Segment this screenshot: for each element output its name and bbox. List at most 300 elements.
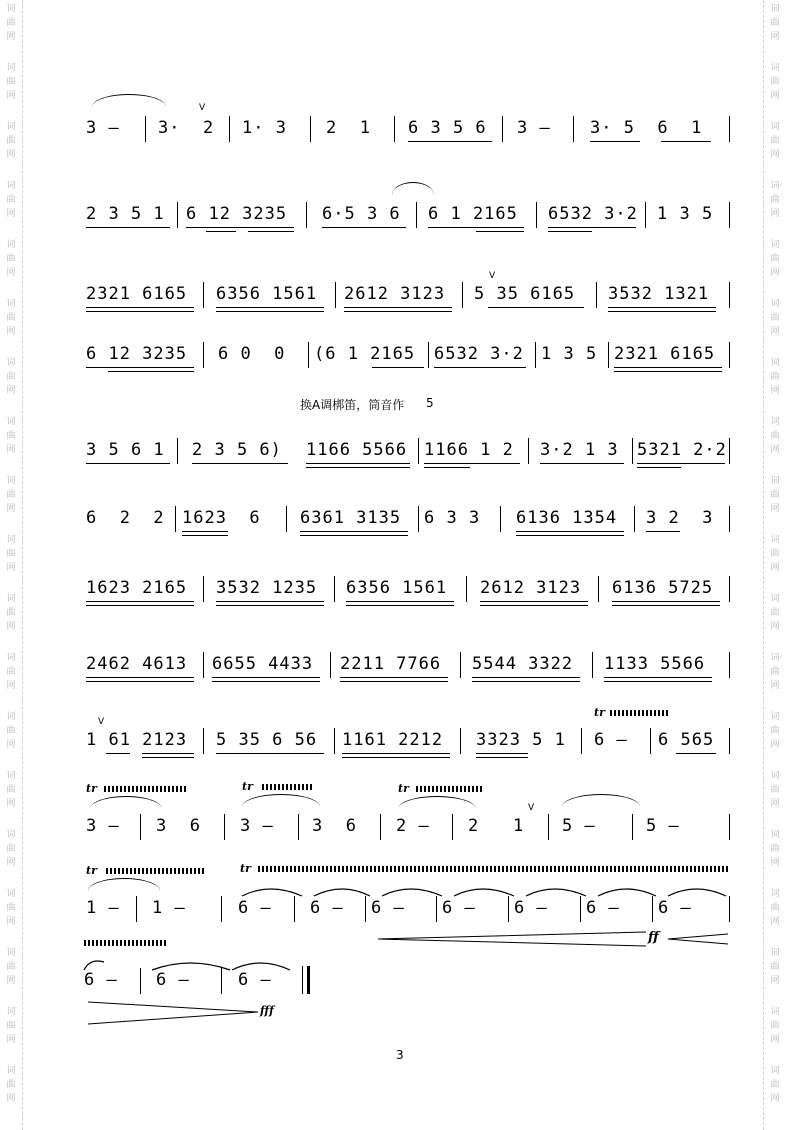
barline	[508, 896, 509, 922]
measure: 6136 1354	[516, 508, 618, 528]
underline	[646, 531, 680, 532]
underline	[248, 231, 294, 232]
underline	[182, 531, 228, 532]
slur	[562, 794, 640, 807]
watermark-char: 网	[6, 386, 16, 396]
measure: 3 –	[517, 118, 551, 138]
barline	[596, 282, 597, 308]
watermark-char: 词	[6, 889, 16, 899]
underline	[216, 605, 324, 606]
underline	[476, 231, 524, 232]
underline	[480, 605, 588, 606]
trill-label: tr	[86, 864, 97, 877]
dynamic-ff: ff	[648, 930, 659, 945]
watermark-char: 词	[6, 771, 16, 781]
underline	[86, 311, 194, 312]
barline	[330, 652, 331, 678]
underline	[216, 601, 324, 602]
slur	[88, 878, 160, 891]
underline	[424, 463, 520, 464]
barline	[177, 438, 178, 464]
measure: 6 –	[84, 970, 118, 990]
watermark-char: 曲	[770, 313, 780, 323]
underline	[142, 753, 194, 754]
barline	[608, 342, 609, 368]
watermark-char: 网	[6, 858, 16, 868]
breath-mark: V	[489, 271, 496, 281]
watermark-char: 曲	[770, 962, 780, 972]
barline	[536, 202, 537, 228]
underline	[637, 467, 681, 468]
watermark-char: 网	[770, 91, 780, 101]
barline	[652, 896, 653, 922]
watermark-char: 词	[770, 4, 780, 14]
watermark-char: 曲	[6, 136, 16, 146]
watermark-char: 词	[6, 299, 16, 309]
measure: 1161 2212	[342, 730, 444, 750]
underline	[676, 753, 716, 754]
watermark-char: 词	[770, 712, 780, 722]
measure: 3·2 1 3	[540, 440, 619, 460]
watermark-char: 词	[6, 417, 16, 427]
watermark-char: 网	[770, 32, 780, 42]
watermark-char: 词	[6, 594, 16, 604]
measure: 2 3 5 6)	[192, 440, 282, 460]
underline	[322, 227, 406, 228]
underline	[372, 367, 424, 368]
barline	[310, 116, 311, 142]
measure: 6655 4433	[212, 654, 314, 674]
trill-label: tr	[594, 706, 605, 719]
watermark-char: 曲	[6, 962, 16, 972]
barline	[729, 202, 730, 228]
watermark-char: 网	[6, 976, 16, 986]
barline	[203, 342, 204, 368]
underline	[86, 605, 194, 606]
measure: 3 6	[156, 816, 201, 836]
measure: 2 –	[396, 816, 430, 836]
underline	[604, 677, 712, 678]
barline	[632, 438, 633, 464]
watermark-char: 网	[6, 150, 16, 160]
score-line-2	[0, 204, 786, 264]
watermark-char: 网	[770, 858, 780, 868]
watermark-char: 曲	[6, 1021, 16, 1031]
trill-label: tr	[86, 782, 97, 795]
barline	[394, 116, 395, 142]
underline	[608, 307, 716, 308]
barline	[548, 814, 549, 840]
watermark-char: 曲	[770, 844, 780, 854]
score-line-1	[0, 103, 786, 178]
trill-label: tr	[242, 780, 253, 793]
watermark-char: 词	[770, 1007, 780, 1017]
watermark-char: 词	[6, 63, 16, 73]
slur	[242, 794, 320, 807]
measure: 3· 5 6 1	[590, 118, 703, 138]
measure: 6356 1561	[346, 578, 448, 598]
measure: 1166 5566	[306, 440, 408, 460]
barline	[416, 202, 417, 228]
barline	[729, 814, 730, 840]
measure: 6 3 5 6	[408, 118, 487, 138]
trill-line	[104, 786, 188, 792]
watermark-char: 网	[6, 622, 16, 632]
barline	[436, 896, 437, 922]
barline	[203, 576, 204, 602]
measure: 5544 3322	[472, 654, 574, 674]
underline	[306, 467, 410, 468]
underline	[216, 753, 324, 754]
score-line-4	[0, 344, 786, 404]
underline	[108, 371, 194, 372]
measure: 1 –	[152, 898, 186, 918]
underline	[540, 463, 624, 464]
watermark-char: 曲	[770, 254, 780, 264]
watermark-char: 网	[770, 1035, 780, 1045]
barline	[221, 968, 222, 994]
watermark-char: 网	[6, 563, 16, 573]
underline	[590, 141, 640, 142]
underline	[614, 367, 722, 368]
trill-line	[258, 866, 730, 872]
underline	[614, 371, 722, 372]
underline	[206, 231, 236, 232]
watermark-char: 曲	[770, 372, 780, 382]
watermark-char: 网	[6, 209, 16, 219]
barline	[418, 506, 419, 532]
page-number: 3	[396, 1048, 404, 1062]
measure: 5 35 6 56	[216, 730, 318, 750]
barline	[500, 506, 501, 532]
underline	[661, 141, 711, 142]
watermark-char: 词	[770, 889, 780, 899]
tie-chain	[80, 952, 300, 972]
breath-mark: V	[199, 103, 206, 113]
barline	[466, 576, 467, 602]
measure: 2321 6165	[86, 284, 188, 304]
decrescendo-hairpin	[668, 932, 728, 946]
measure: 3 –	[86, 816, 120, 836]
slur	[90, 796, 162, 809]
slur	[92, 94, 166, 107]
measure: 3532 1235	[216, 578, 318, 598]
barline	[729, 438, 730, 464]
watermark-char: 网	[770, 976, 780, 986]
measure: 6361 3135	[300, 508, 402, 528]
measure: 6 12 3235	[86, 344, 188, 364]
score-line-9	[0, 706, 786, 790]
barline	[418, 438, 419, 464]
measure: 1166 1 2	[424, 440, 514, 460]
score-line-8	[0, 654, 786, 714]
measure: 1· 3	[242, 118, 287, 138]
watermark-char: 网	[770, 445, 780, 455]
trill-line	[262, 784, 314, 790]
barline	[502, 116, 503, 142]
underline	[608, 311, 716, 312]
barline	[306, 202, 307, 228]
watermark-char: 网	[6, 681, 16, 691]
measure: 5 –	[646, 816, 680, 836]
watermark-char: 网	[6, 91, 16, 101]
measure: 1 61 2123	[86, 730, 188, 750]
barline	[335, 282, 336, 308]
trill-line	[84, 940, 168, 946]
watermark-char: 词	[6, 181, 16, 191]
measure: (6 1 2165	[314, 344, 416, 364]
watermark-char: 曲	[6, 195, 16, 205]
measure: 6 12 3235	[186, 204, 288, 224]
watermark-char: 曲	[6, 431, 16, 441]
underline	[516, 531, 624, 532]
watermark-char: 曲	[770, 667, 780, 677]
underline	[86, 463, 170, 464]
barline	[460, 728, 461, 754]
underline	[342, 757, 450, 758]
barline	[380, 814, 381, 840]
measure: 3532 1321	[608, 284, 710, 304]
barline	[308, 342, 309, 368]
barline	[286, 506, 287, 532]
watermark-char: 曲	[6, 372, 16, 382]
barline	[229, 116, 230, 142]
watermark-char: 词	[770, 653, 780, 663]
measure: 2 1	[326, 118, 371, 138]
barline	[535, 342, 536, 368]
underline	[342, 753, 450, 754]
slur	[392, 182, 434, 195]
underline	[300, 531, 408, 532]
measure: 6 0 0	[218, 344, 286, 364]
barline	[729, 728, 730, 754]
measure: 6 565	[658, 730, 715, 750]
barline	[645, 202, 646, 228]
barline	[175, 506, 176, 532]
watermark-char: 词	[6, 358, 16, 368]
underline	[548, 227, 636, 228]
measure: 3· 2	[158, 118, 215, 138]
underline	[106, 753, 130, 754]
watermark-char: 网	[6, 32, 16, 42]
measure: 6136 5725	[612, 578, 714, 598]
barline	[334, 728, 335, 754]
barline	[224, 814, 225, 840]
barline	[203, 728, 204, 754]
trill-line	[610, 710, 670, 716]
underline	[86, 307, 194, 308]
measure: 5 35 6165	[474, 284, 576, 304]
barline	[365, 896, 366, 922]
underline	[476, 757, 528, 758]
score-line-5	[0, 440, 786, 500]
watermark-char: 网	[770, 799, 780, 809]
underline	[424, 467, 470, 468]
watermark-char: 网	[770, 150, 780, 160]
measure: 6 –	[238, 970, 272, 990]
watermark-char: 词	[6, 948, 16, 958]
measure: 3 2 3	[646, 508, 714, 528]
watermark-char: 网	[6, 917, 16, 927]
measure: 6 1 2165	[428, 204, 518, 224]
watermark-char: 网	[770, 917, 780, 927]
barline	[729, 342, 730, 368]
measure: 6 –	[156, 970, 190, 990]
watermark-char: 词	[770, 181, 780, 191]
underline	[434, 367, 526, 368]
watermark-char: 词	[770, 476, 780, 486]
barline	[729, 896, 730, 922]
trill-line	[416, 786, 482, 792]
underline	[216, 311, 324, 312]
measure: 2462 4613	[86, 654, 188, 674]
watermark-char: 词	[770, 771, 780, 781]
watermark-char: 网	[6, 445, 16, 455]
underline	[346, 601, 454, 602]
underline	[86, 677, 194, 678]
watermark-char: 词	[6, 830, 16, 840]
barline	[634, 506, 635, 532]
underline	[516, 535, 624, 536]
watermark-char: 词	[6, 122, 16, 132]
underline	[86, 681, 194, 682]
watermark-char: 网	[770, 1094, 780, 1104]
watermark-char: 词	[6, 240, 16, 250]
underline	[86, 367, 194, 368]
watermark-char: 词	[770, 417, 780, 427]
barline	[729, 652, 730, 678]
measure: 1 3 5	[541, 344, 598, 364]
measure: 2321 6165	[614, 344, 716, 364]
measure: 2 1	[468, 816, 525, 836]
watermark-char: 网	[6, 1094, 16, 1104]
watermark-char: 词	[770, 63, 780, 73]
measure: 1 –	[86, 898, 120, 918]
underline	[604, 681, 712, 682]
watermark-char: 曲	[770, 195, 780, 205]
watermark-char: 词	[770, 594, 780, 604]
watermark-char: 曲	[6, 18, 16, 28]
watermark-char: 词	[770, 948, 780, 958]
measure: 6532 3·2	[548, 204, 638, 224]
measure: 6 –	[371, 898, 405, 918]
barline	[140, 968, 141, 994]
underline	[192, 463, 288, 464]
watermark-char: 网	[770, 681, 780, 691]
watermark-char: 曲	[770, 431, 780, 441]
barline	[729, 116, 730, 142]
watermark-char: 曲	[6, 549, 16, 559]
barline	[581, 728, 582, 754]
watermark-char: 曲	[770, 549, 780, 559]
barline	[729, 506, 730, 532]
watermark-char: 曲	[6, 1080, 16, 1090]
watermark-char: 曲	[770, 18, 780, 28]
watermark-char: 曲	[6, 490, 16, 500]
watermark-char: 网	[6, 504, 16, 514]
measure: 1623 2165	[86, 578, 188, 598]
underline	[86, 227, 170, 228]
underline	[346, 605, 454, 606]
watermark-char: 曲	[6, 608, 16, 618]
underline	[300, 535, 408, 536]
barline	[632, 814, 633, 840]
watermark-char: 词	[770, 1066, 780, 1076]
measure: 6 –	[514, 898, 548, 918]
watermark-char: 词	[770, 299, 780, 309]
underline	[612, 605, 720, 606]
watermark-char: 词	[6, 476, 16, 486]
watermark-char: 词	[6, 653, 16, 663]
underline	[480, 601, 588, 602]
barline	[177, 202, 178, 228]
measure: 6532 3·2	[434, 344, 524, 364]
watermark-char: 网	[770, 209, 780, 219]
measure: 6 3 3	[424, 508, 481, 528]
slur	[398, 796, 476, 809]
watermark-char: 网	[6, 327, 16, 337]
barline	[462, 282, 463, 308]
trill-line	[106, 868, 206, 874]
underline	[216, 307, 324, 308]
watermark-char: 曲	[6, 903, 16, 913]
watermark-char: 网	[6, 268, 16, 278]
tie-chain	[230, 878, 730, 898]
watermark-char: 词	[6, 1066, 16, 1076]
watermark-char: 曲	[770, 136, 780, 146]
measure: 6356 1561	[216, 284, 318, 304]
barline	[298, 814, 299, 840]
measure: 3 6	[312, 816, 357, 836]
watermark-char: 词	[6, 1007, 16, 1017]
measure: 3 5 6 1	[86, 440, 165, 460]
barline	[294, 896, 295, 922]
decrescendo-hairpin	[88, 1000, 258, 1026]
watermark-char: 词	[6, 535, 16, 545]
barline	[428, 342, 429, 368]
watermark-char: 曲	[770, 77, 780, 87]
underline	[86, 601, 194, 602]
measure: 2 3 5 1	[86, 204, 165, 224]
underline	[472, 677, 580, 678]
watermark-char: 词	[770, 122, 780, 132]
barline	[573, 116, 574, 142]
watermark-char: 网	[770, 327, 780, 337]
underline	[182, 535, 228, 536]
underline	[637, 463, 725, 464]
underline	[306, 463, 410, 464]
barline	[592, 652, 593, 678]
measure: 6 –	[238, 898, 272, 918]
measure: 2612 3123	[344, 284, 446, 304]
measure: 6 2 2	[86, 508, 165, 528]
watermark-char: 词	[770, 830, 780, 840]
breath-mark: V	[528, 803, 535, 813]
underline	[212, 677, 320, 678]
watermark-char: 曲	[770, 490, 780, 500]
watermark-char: 词	[770, 240, 780, 250]
barline	[145, 116, 146, 142]
watermark-char: 曲	[6, 313, 16, 323]
barline	[598, 576, 599, 602]
watermark-char: 曲	[6, 667, 16, 677]
underline	[186, 227, 294, 228]
dynamic-fff: fff	[260, 1004, 274, 1017]
watermark-char: 曲	[770, 1021, 780, 1031]
underline	[340, 681, 448, 682]
watermark-char: 网	[770, 563, 780, 573]
underline	[548, 231, 592, 232]
